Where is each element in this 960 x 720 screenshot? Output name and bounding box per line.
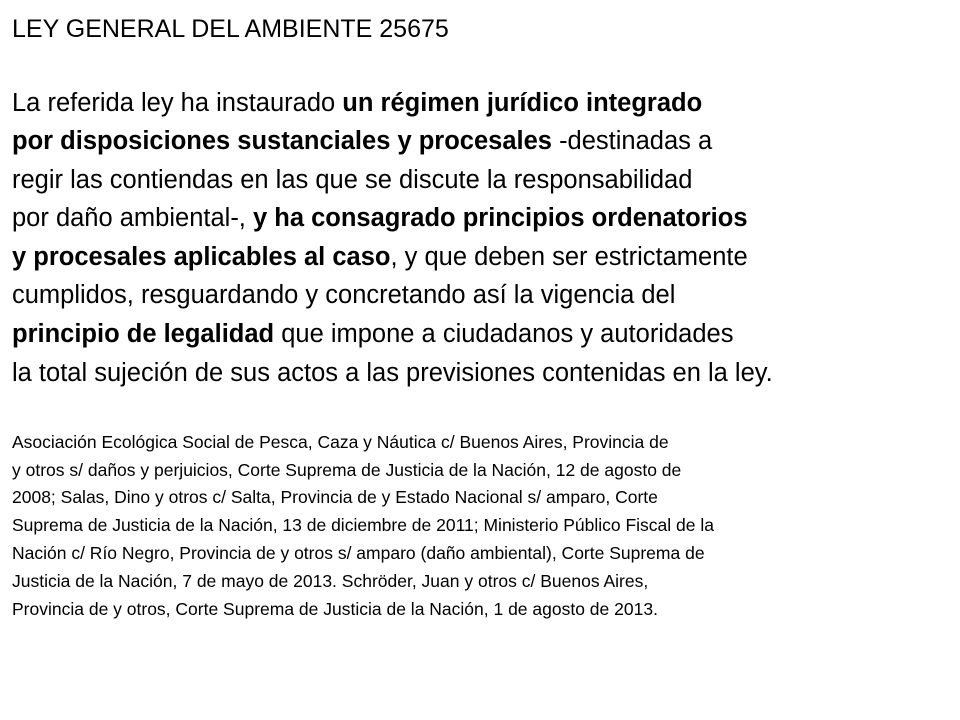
reference-line: y otros s/ daños y perjuicios, Corte Suprema de Justicia de la Nación, 12 de agosto de <box>12 460 682 480</box>
reference-line: Asociación Ecológica Social de Pesca, Caza y Náutica c/ Buenos Aires, Provincia de <box>12 432 669 452</box>
body-line: por disposiciones sustanciales y procesales -destinadas a <box>12 127 713 155</box>
body-line: y procesales aplicables al caso, y que deben ser estrictamente <box>12 243 748 271</box>
body-line: regir las contiendas en las que se discute la responsabilidad <box>12 166 693 194</box>
slide <box>12 0 960 720</box>
body-line: cumplidos, resguardando y concretando así la vigencia del <box>12 281 676 309</box>
body-line: por daño ambiental-, y ha consagrado principios ordenatorios <box>12 204 748 232</box>
body-line: principio de legalidad que impone a ciudadanos y autoridades <box>12 320 734 348</box>
reference-line: Justicia de la Nación, 7 de mayo de 2013. Schröder, Juan y otros c/ Buenos Aires, <box>12 571 649 591</box>
reference-line: Nación c/ Río Negro, Provincia de y otros s/ amparo (daño ambiental), Corte Suprema de <box>12 543 705 563</box>
reference-line: Suprema de Justicia de la Nación, 13 de diciembre de 2011; Ministerio Público Fiscal de la <box>12 515 714 535</box>
body-line: la total sujeción de sus actos a las previsiones contenidas en la ley. <box>12 359 773 387</box>
page-title: LEY GENERAL DEL AMBIENTE 25675 <box>12 15 449 43</box>
body-line: La referida ley ha instaurado un régimen jurídico integrado <box>12 89 703 117</box>
reference-line: Provincia de y otros, Corte Suprema de Justicia de la Nación, 1 de agosto de 2013. <box>12 599 658 619</box>
reference-line: 2008; Salas, Dino y otros c/ Salta, Provincia de y Estado Nacional s/ amparo, Corte <box>12 487 658 507</box>
